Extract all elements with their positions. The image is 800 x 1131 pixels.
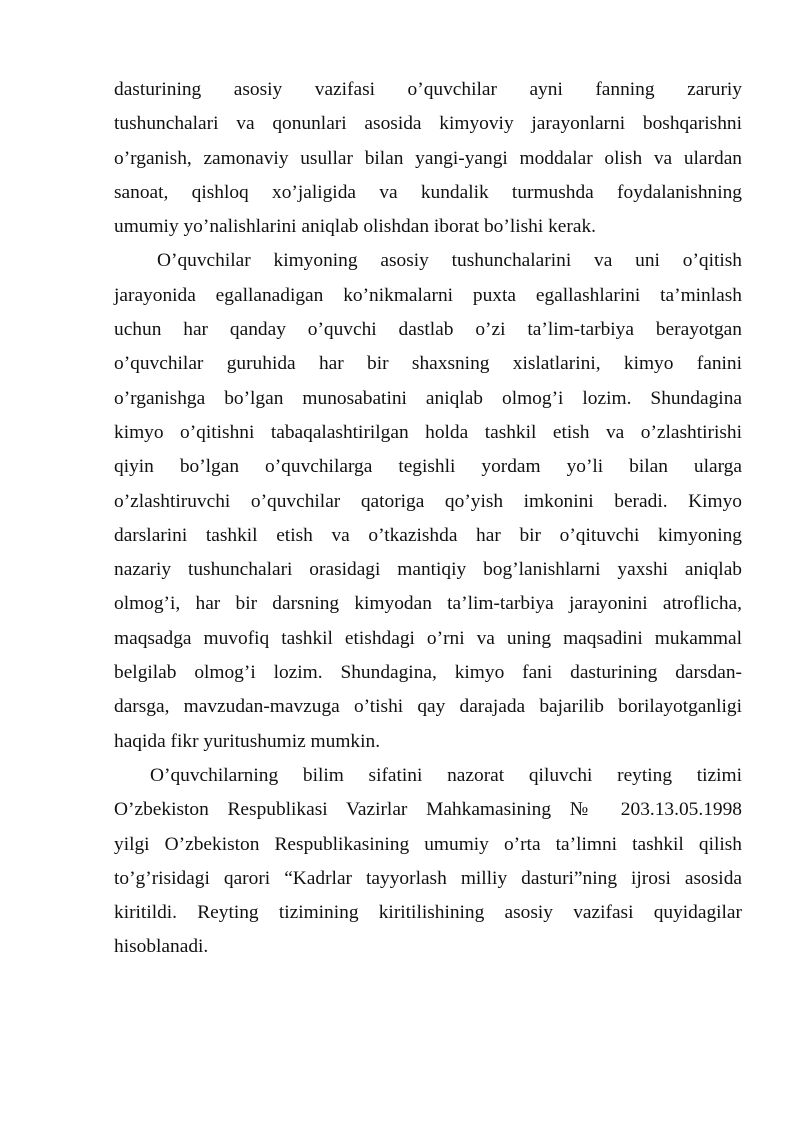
text-line: hisoblanadi. [114,936,209,958]
text-line: o’rganish, zamonaviy usullar bilan yangi-yangi moddalar olish va ulardan [114,147,742,169]
paragraph-1 [114,73,742,244]
text-line: maqsadga muvofiq tashkil etishdagi o’rni va uning maqsadini mukammal [114,627,742,649]
text-line: uchun har qanday o’quvchi dastlab o’zi ta’lim-tarbiya berayotgan [114,319,742,341]
text-line: darsga, mavzudan-mavzuga o’tishi qay darajada bajarilib borilayotganligi [114,696,742,718]
text-line: umumiy yo’nalishlarini aniqlab olishdan iborat bo’lishi kerak. [114,216,596,238]
text-line: qiyin bo’lgan o’quvchilarga tegishli yordam yo’li bilan ularga [114,456,742,478]
paragraph-2 [114,244,742,758]
text-line: kiritildi. Reyting tizimining kiritilishining asosiy vazifasi quyidagilar [114,902,742,924]
text-line: dasturining asosiy vazifasi o’quvchilar ayni fanning zaruriy [114,79,742,100]
text-line: haqida fikr yuritushumiz mumkin. [114,730,381,752]
text-line: o’zlashtiruvchi o’quvchilar qatoriga qo’yish imkonini beradi. Kimyo [114,490,742,512]
text-line: tushunchalari va qonunlari asosida kimyoviy jarayonlarni boshqarishni [114,113,742,135]
text-line: nazariy tushunchalari orasidagi mantiqiy bog’lanishlarni yaxshi aniqlab [114,559,742,581]
text-line: O’zbekiston Respublikasi Vazirlar Mahkamasining № 203.13.05.1998 [114,799,742,821]
text-line: sanoat, qishloq xo’jaligida va kundalik turmushda foydalanishning [114,181,742,203]
text-line: yilgi O’zbekiston Respublikasining umumiy o’rta ta’limni tashkil qilish [114,833,742,855]
text-line: belgilab olmog’i lozim. Shundagina, kimyo fani dasturining darsdan- [114,662,742,684]
document-page [114,73,742,965]
paragraph-3 [114,759,742,965]
text-line: kimyo o’qitishni tabaqalashtirilgan holda tashkil etish va o’zlashtirishi [114,421,742,443]
text-line: O’quvchilarning bilim sifatini nazorat qiluvchi reyting tizimi [150,764,742,786]
text-line: O’quvchilar kimyoning asosiy tushunchalarini va uni o’qitish [157,250,742,272]
text-line: darslarini tashkil etish va o’tkazishda har bir o’qituvchi kimyoning [114,524,742,546]
text-line: olmog’i, har bir darsning kimyodan ta’lim-tarbiya jarayonini atroflicha, [114,593,742,615]
text-line: to’g’risidagi qarori “Kadrlar tayyorlash milliy dasturi”ning ijrosi asosida [114,867,742,889]
text-line: o’rganishga bo’lgan munosabatini aniqlab olmog’i lozim. Shundagina [114,387,742,409]
text-line: jarayonida egallanadigan ko’nikmalarni puxta egallashlarini ta’minlash [114,284,742,306]
text-line: o’quvchilar guruhida har bir shaxsning xislatlarini, kimyo fanini [114,353,742,375]
